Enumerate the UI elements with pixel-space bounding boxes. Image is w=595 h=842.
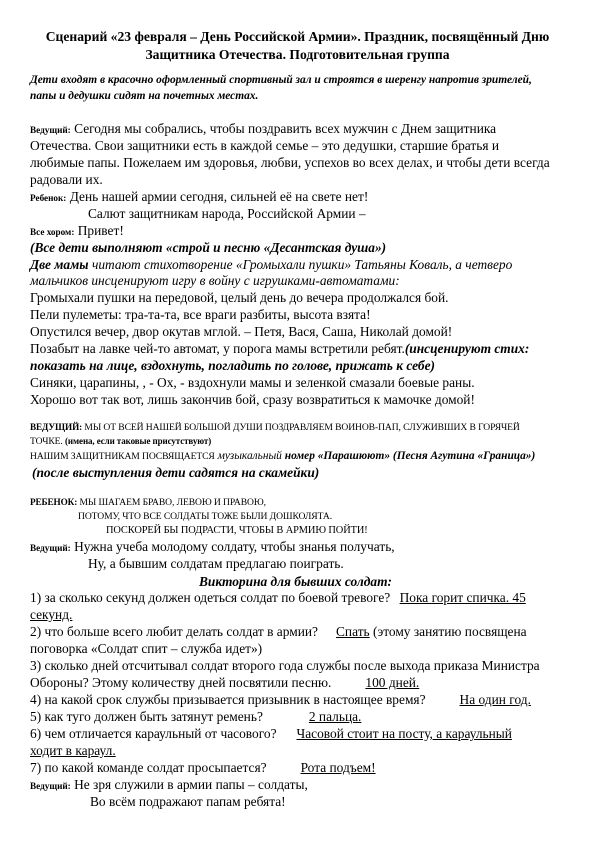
- quiz-q6: [30, 725, 512, 742]
- title-line-2: Защитника Отечества. Подготовительная группа: [145, 47, 450, 62]
- child-verse-line-2: ПОТОМУ, ЧТО ВСЕ СОЛДАТЫ ТОЖЕ БЫЛИ ДОШКОЛЯТА.: [78, 511, 332, 522]
- speaker-label: Ребенок:: [30, 193, 67, 203]
- after-performance-note: (после выступления дети садятся на скамейки): [32, 465, 320, 480]
- quiz-q5-answer: 2 пальца.: [308, 709, 362, 724]
- quiz-heading: Викторина для бывших солдат:: [199, 574, 392, 589]
- quiz-q7-answer: Рота подъем!: [300, 760, 376, 775]
- quiz-q4-text: 4) на какой срок службы призывается призывник в настоящее время?: [30, 692, 426, 707]
- quiz-q6-answer-cont: ходит в караул.: [30, 743, 116, 758]
- quiz-q3: 3) сколько дней отсчитывал солдат второго года службы после выхода приказа Министра: [30, 658, 540, 673]
- host-verse-text: Нужна учеба молодому солдату, чтобы знанья получать,: [74, 539, 395, 554]
- quiz-q1-answer: Пока горит спичка. 45: [399, 590, 526, 605]
- quiz-q2-note: (этому занятию посвящена: [373, 624, 527, 639]
- child-verse-line-3: ПОСКОРЕЙ БЫ ПОДРАСТИ, ЧТОБЫ В АРМИЮ ПОЙТИ!: [106, 525, 368, 536]
- final-host-line-2: Во всём подражают папам ребята!: [90, 794, 286, 809]
- host-verse-line-2: Ну, а бывшим солдатам предлагаю поиграть.: [88, 556, 344, 571]
- speaker-label: ВЕДУЩИЙ:: [30, 422, 83, 432]
- quiz-q1-text: 1) за сколько секунд должен одеться солдат по боевой тревоге?: [30, 590, 391, 605]
- child-line-2: Салют защитникам народа, Российской Армии –: [88, 206, 366, 221]
- quiz-q5: [30, 708, 361, 725]
- poem-line-4-text: Позабыт на лавке чей-то автомат, у порога мамы встретили ребят.: [30, 341, 405, 356]
- stage-direction-2-bold: Две мамы: [30, 257, 89, 272]
- stage-direction-1: (Все дети выполняют «строй и песню «Десантская душа»): [30, 240, 387, 255]
- host-line-4: радовали их.: [30, 172, 103, 187]
- poem-stage-direction-2: показать на лице, вздохнуть, погладить по голове, прижать к себе): [30, 358, 435, 373]
- speaker-label: Все хором:: [30, 227, 75, 237]
- quiz-q6-text: 6) чем отличается караульный от часового?: [30, 726, 277, 741]
- greeting-note: (имена, если таковые присутствуют): [65, 436, 212, 446]
- stage-direction-3: мальчиков инсценируют игру в войну с игрушками-автоматами:: [30, 273, 400, 288]
- speaker-label: Ведущий:: [30, 781, 71, 791]
- intro-line-2: папы и дедушки сидят на почетных местах.: [30, 90, 259, 102]
- host-text: Сегодня мы собрались, чтобы поздравить всех мужчин с Днем защитника: [74, 121, 497, 136]
- dedication-line: [30, 448, 535, 465]
- poem-line-7: Хорошо вот так вот, лишь закончив бой, сразу возвратиться к мамочке домой!: [30, 392, 475, 407]
- speaker-label: Ведущий:: [30, 543, 71, 553]
- document-title: [20, 28, 575, 64]
- intro-line-1: Дети входят в красочно оформленный спортивный зал и строятся в шеренгу напротив зрителей,: [30, 74, 532, 86]
- quiz-q1: [30, 589, 526, 606]
- quiz-q2-text: 2) что больше всего любит делать солдат в армии?: [30, 624, 318, 639]
- poem-line-4: [30, 340, 529, 357]
- quiz-q1-answer-cont: секунд.: [30, 607, 73, 622]
- dedication-number: номер «Парашюют» (Песня Агутина «Граница»): [284, 450, 536, 462]
- child-verse-text: МЫ ШАГАЕМ БРАВО, ЛЕВОЮ И ПРАВОЮ,: [79, 497, 266, 508]
- quiz-q2-answer: Спать: [336, 624, 370, 639]
- quiz-q6-answer: Часовой стоит на посту, а караульный: [296, 726, 512, 741]
- poem-line-2: Пели пулеметы: тра-та-та, все враги разбиты, высота взята!: [30, 307, 371, 322]
- title-line-1: Сценарий «23 февраля – День Российской Армии». Праздник, посвящённый Дню: [45, 29, 550, 44]
- stage-direction-2: [30, 256, 512, 273]
- chorus-text: Привет!: [77, 223, 124, 238]
- dedication-caps: НАШИМ ЗАЩИТНИКАМ ПОСВЯЩАЕТСЯ: [30, 451, 215, 462]
- quiz-q2: [30, 623, 527, 640]
- host-line-2: Отечества. Свои защитники есть в каждой семье – это дедушки, старшие братья и: [30, 138, 500, 153]
- child-text: День нашей армии сегодня, сильней её на свете нет!: [69, 189, 369, 204]
- quiz-q2-cont: поговорка «Солдат спит – служба идет»): [30, 641, 263, 656]
- quiz-q3-cont: [30, 674, 419, 691]
- quiz-q4-answer: На один год.: [459, 692, 531, 707]
- quiz-q4: [30, 691, 531, 708]
- greeting-text-2: ТОЧКЕ.: [30, 436, 63, 447]
- speaker-label: РЕБЕНОК:: [30, 497, 78, 507]
- host-line-3: любимые папы. Пожелаем им здоровья, любви, успехов во всех делах, и чтобы дети всегда: [30, 155, 550, 170]
- quiz-q7-text: 7) по какой команде солдат просыпается?: [30, 760, 267, 775]
- poem-line-3: Опустился вечер, двор окутав мглой. – Петя, Вася, Саша, Николай домой!: [30, 324, 453, 339]
- poem-line-1: Громыхали пушки на передовой, целый день до вечера продолжался бой.: [30, 290, 449, 305]
- quiz-q3-text: Обороны? Этому количеству дней посвятили песню.: [30, 675, 332, 690]
- dedication-italic: музыкальный: [217, 450, 282, 462]
- stage-direction-2-text: читают стихотворение «Громыхали пушки» Татьяны Коваль, а четверо: [91, 257, 513, 272]
- quiz-q3-answer: 100 дней.: [365, 675, 420, 690]
- poem-line-6: Синяки, царапины, , - Ох, - вздохнули мамы и зеленкой смазали боевые раны.: [30, 375, 475, 390]
- greeting-text: МЫ ОТ ВСЕЙ НАШЕЙ БОЛЬШОЙ ДУШИ ПОЗДРАВЛЯЕМ ВОИНОВ-ПАП, СЛУЖИВШИХ В ГОРЯЧЕЙ: [84, 422, 520, 433]
- quiz-q5-text: 5) как туго должен быть затянут ремень?: [30, 709, 263, 724]
- speaker-label: Ведущий:: [30, 125, 71, 135]
- poem-stage-direction: (инсценируют стих:: [404, 341, 530, 356]
- quiz-q7: [30, 759, 376, 776]
- final-text: Не зря служили в армии папы – солдаты,: [74, 777, 308, 792]
